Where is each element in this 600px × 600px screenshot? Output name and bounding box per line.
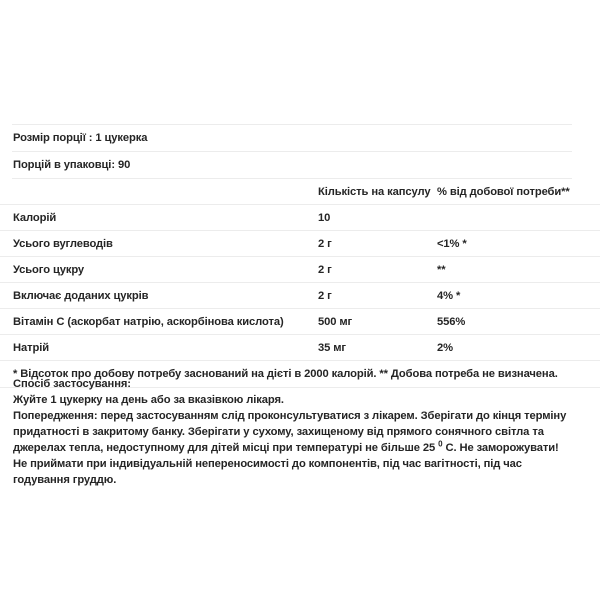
table-header <box>0 179 600 205</box>
row-daily-value: 2% <box>437 341 453 354</box>
row-nutrient-name: Калорій <box>13 211 57 224</box>
table-row <box>0 231 600 257</box>
column-header-daily-value: % від добової потреби** <box>437 185 570 198</box>
row-nutrient-name: Вітамін C (аскорбат натрію, аскорбінова кислота) <box>13 315 284 328</box>
row-nutrient-name: Усього цукру <box>13 263 85 276</box>
row-amount: 10 <box>318 211 331 224</box>
degree-symbol: 0 <box>438 439 443 449</box>
row-amount: 35 мг <box>318 341 346 354</box>
column-header-name <box>0 179 318 205</box>
row-nutrient-name: Натрій <box>13 341 49 354</box>
row-daily-value <box>437 205 600 231</box>
table-row <box>0 205 600 231</box>
usage-title: Спосіб застосування: <box>13 378 131 390</box>
serving-size-row: Розмір порції : 1 цукерка <box>13 132 148 144</box>
table-row <box>0 309 600 335</box>
table-row <box>0 257 600 283</box>
row-daily-value: 556% <box>437 315 466 328</box>
column-header-amount: Кількість на капсулу <box>318 185 431 198</box>
servings-per-container-row: Порцій в упаковці: 90 <box>13 159 131 171</box>
row-amount: 2 г <box>318 289 332 302</box>
row-daily-value: 4% * <box>437 289 461 302</box>
row-amount: 500 мг <box>318 315 353 328</box>
usage-instructions: Жуйте 1 цукерку на день або за вказівкою лікаря. <box>13 394 284 406</box>
warning-text <box>13 408 574 488</box>
row-amount: 2 г <box>318 263 332 276</box>
daily-value-footnote: * Відсоток про добову потребу заснований на дієті в 2000 калорій. ** Добова потреба не визначена. <box>13 368 558 380</box>
nutrition-facts-table <box>0 179 600 388</box>
warning-text-part2: С. Не заморожувати! Не приймати при індивідуальній непереносимості до компонентів, під час вагітності, під час годування груддю. <box>13 442 559 486</box>
row-amount: 2 г <box>318 237 332 250</box>
supplement-facts-panel <box>0 124 600 388</box>
table-header-row <box>0 179 600 205</box>
row-daily-value: <1% * <box>437 237 467 250</box>
lower-text-section <box>0 376 600 488</box>
row-nutrient-name: Усього вуглеводів <box>13 237 113 250</box>
table-row <box>0 335 600 361</box>
table-body <box>0 205 600 388</box>
table-row <box>0 283 600 309</box>
row-nutrient-name: Включає доданих цукрів <box>13 289 149 302</box>
warning-text-part1: Попередження: перед застосуванням слід проконсультуватися з лікарем. Зберігати до кінця терміну придатності в закритому банку. Зберігати у сухому, захищеному від прямого сонячного світла та джерелах тепла, недоступному для дітей місці при температурі не більше 25 <box>13 410 567 454</box>
row-daily-value: ** <box>437 263 446 276</box>
